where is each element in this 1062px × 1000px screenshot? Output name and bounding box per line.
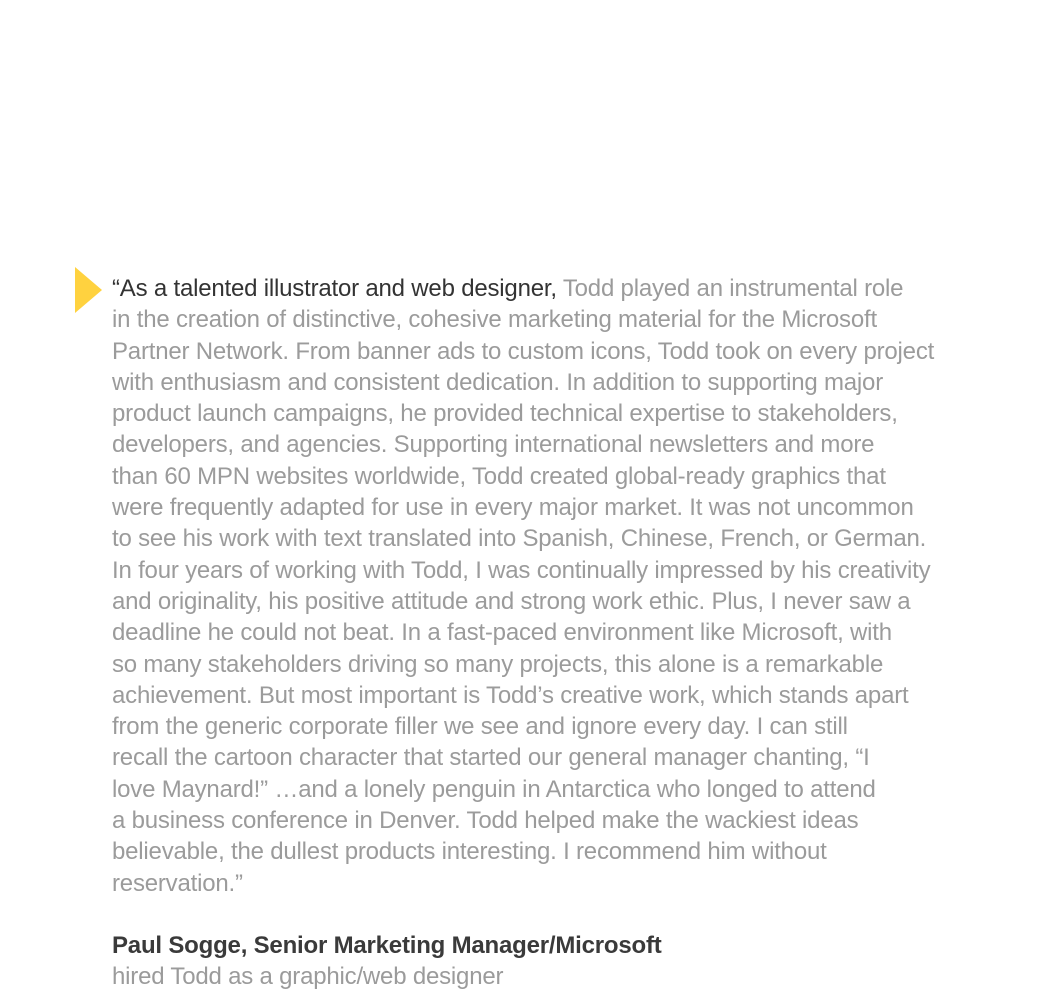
quote-lead: “As a talented illustrator and web designer, (112, 275, 557, 302)
quote-line: recall the cartoon character that started our general manager chanting, “I (112, 744, 870, 772)
quote-line: believable, the dullest products interesting. I recommend him without (112, 838, 827, 866)
quote-line: a business conference in Denver. Todd helped make the wackiest ideas (112, 807, 859, 835)
quote-line: from the generic corporate filler we see and ignore every day. I can still (112, 713, 848, 741)
quote-line: achievement. But most important is Todd’s creative work, which stands apart (112, 681, 909, 709)
quote-line: than 60 MPN websites worldwide, Todd created global-ready graphics that (112, 462, 886, 490)
author-name: Paul Sogge, Senior Marketing Manager/Microsoft (112, 932, 662, 959)
quote-line: in the creation of distinctive, cohesive marketing material for the Microsoft (112, 306, 877, 334)
attribution (112, 930, 992, 992)
quote-line: with enthusiasm and consistent dedication. In addition to supporting major (112, 368, 884, 396)
quote-line: love Maynard!” …and a lonely penguin in Antarctica who longed to attend (112, 775, 876, 803)
quote-line: product launch campaigns, he provided technical expertise to stakeholders, (112, 400, 898, 428)
quote-line: In four years of working with Todd, I was continually impressed by his creativity (112, 556, 931, 584)
author-role: hired Todd as a graphic/web designer (112, 963, 504, 990)
quote-line: Partner Network. From banner ads to custom icons, Todd took on every project (112, 337, 935, 365)
triangle-right-icon (75, 267, 102, 313)
quote-line: developers, and agencies. Supporting international newsletters and more (112, 431, 875, 459)
quote-line (112, 273, 992, 304)
quote-line: deadline he could not beat. In a fast-paced environment like Microsoft, with (112, 619, 892, 647)
quote-line: reservation.” (112, 869, 243, 897)
quote-line: to see his work with text translated into Spanish, Chinese, French, or German. (112, 525, 927, 553)
quote-line: and originality, his positive attitude and strong work ethic. Plus, I never saw a (112, 587, 911, 615)
quote-line-text: Todd played an instrumental role (556, 275, 904, 302)
quote-line: so many stakeholders driving so many projects, this alone is a remarkable (112, 650, 884, 678)
testimonial-quote (112, 273, 992, 899)
quote-line: were frequently adapted for use in every major market. It was not uncommon (112, 494, 914, 522)
